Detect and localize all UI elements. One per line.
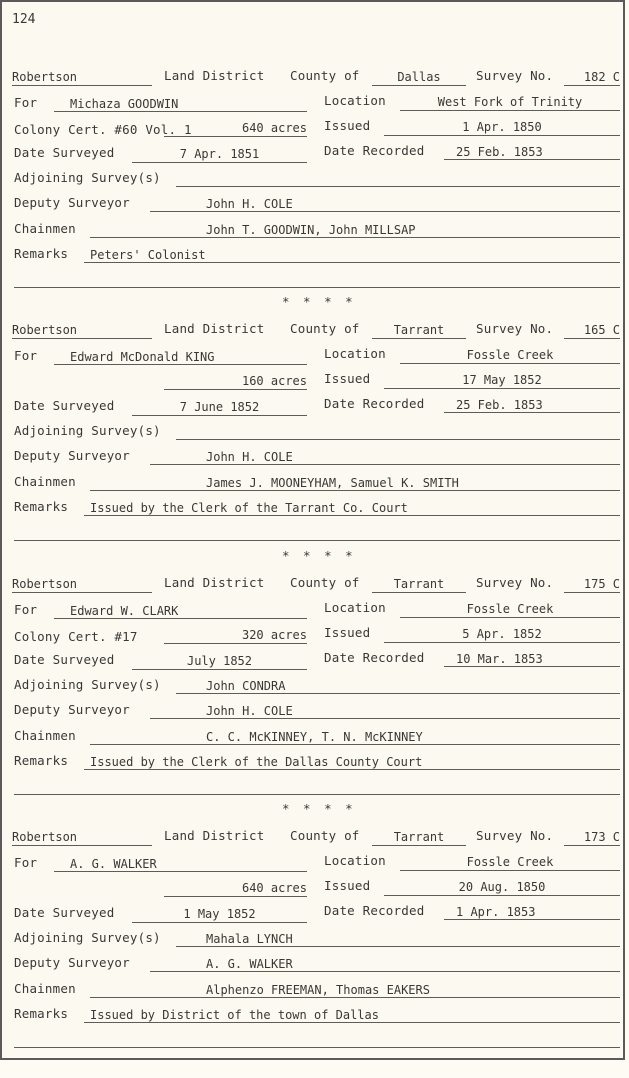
adjoining-value: John CONDRA — [176, 679, 620, 694]
date-recorded-value: 1 Apr. 1853 — [444, 905, 620, 920]
deputy-value: A. G. WALKER — [150, 957, 620, 972]
remarks-value: Issued by the Clerk of the Dallas County Court — [84, 755, 620, 770]
location-value: Fossle Creek — [400, 348, 620, 364]
chainmen-value: Alphenzo FREEMAN, Thomas EAKERS — [90, 983, 620, 998]
remarks-label: Remarks — [14, 753, 69, 768]
for-label: For — [14, 348, 38, 363]
issued-label: Issued — [324, 371, 371, 386]
chainmen-label: Chainmen — [14, 474, 76, 489]
date-recorded-value: 25 Feb. 1853 — [444, 398, 620, 413]
cert-label: Colony Cert. #17 — [14, 629, 138, 644]
survey-no-value: 175 C — [564, 577, 620, 593]
acres-value: 640 acres — [164, 121, 307, 137]
land-district-value: Robertson — [12, 830, 152, 846]
date-recorded-value: 25 Feb. 1853 — [444, 145, 620, 160]
survey-no-value: 165 C — [564, 323, 620, 339]
cert-label: Colony Cert. #60 Vol. 1 — [14, 122, 192, 137]
county-label: County of — [290, 68, 360, 83]
blank-line — [14, 779, 620, 795]
location-value: West Fork of Trinity — [400, 95, 620, 111]
for-value: A. G. WALKER — [54, 857, 307, 872]
date-surveyed-label: Date Surveyed — [14, 145, 115, 160]
survey-no-label: Survey No. — [476, 68, 554, 83]
remarks-label: Remarks — [14, 1006, 69, 1021]
adjoining-value: Mahala LYNCH — [176, 932, 620, 947]
issued-label: Issued — [324, 878, 371, 893]
land-district-label: Land District — [164, 68, 265, 83]
deputy-label: Deputy Surveyor — [14, 195, 130, 210]
issued-label: Issued — [324, 625, 371, 640]
date-surveyed-label: Date Surveyed — [14, 905, 115, 920]
land-district-label: Land District — [164, 321, 265, 336]
issued-value: 5 Apr. 1852 — [384, 627, 620, 643]
county-label: County of — [290, 321, 360, 336]
acres-value: 640 acres — [164, 881, 307, 897]
date-surveyed-value: 7 June 1852 — [132, 400, 307, 416]
adjoining-label: Adjoining Survey(s) — [14, 930, 161, 945]
chainmen-label: Chainmen — [14, 728, 76, 743]
adjoining-label: Adjoining Survey(s) — [14, 677, 161, 692]
survey-no-value: 182 C — [564, 70, 620, 86]
chainmen-value: James J. MOONEYHAM, Samuel K. SMITH — [90, 476, 620, 491]
county-value: Tarrant — [372, 323, 466, 339]
blank-line — [14, 525, 620, 541]
survey-no-label: Survey No. — [476, 828, 554, 843]
chainmen-value: John T. GOODWIN, John MILLSAP — [90, 223, 620, 238]
chainmen-label: Chainmen — [14, 981, 76, 996]
date-surveyed-value: 1 May 1852 — [132, 907, 307, 923]
acres-value: 160 acres — [164, 374, 307, 390]
date-recorded-label: Date Recorded — [324, 903, 425, 918]
date-surveyed-label: Date Surveyed — [14, 398, 115, 413]
for-value: Edward W. CLARK — [54, 604, 307, 619]
survey-record — [2, 68, 627, 318]
deputy-label: Deputy Surveyor — [14, 702, 130, 717]
for-label: For — [14, 855, 38, 870]
location-label: Location — [324, 600, 386, 615]
acres-value: 320 acres — [164, 628, 307, 644]
for-value: Edward McDonald KING — [54, 350, 307, 365]
deputy-value: John H. COLE — [150, 704, 620, 719]
page-number: 124 — [12, 12, 36, 27]
county-value: Dallas — [372, 70, 466, 86]
survey-no-label: Survey No. — [476, 321, 554, 336]
record-separator: * * * * — [282, 801, 356, 816]
remarks-value: Issued by the Clerk of the Tarrant Co. Court — [84, 501, 620, 516]
date-surveyed-value: July 1852 — [132, 654, 307, 670]
date-recorded-label: Date Recorded — [324, 650, 425, 665]
issued-label: Issued — [324, 118, 371, 133]
for-value: Michaza GOODWIN — [54, 97, 307, 112]
adjoining-label: Adjoining Survey(s) — [14, 423, 161, 438]
adjoining-value — [176, 172, 620, 187]
adjoining-label: Adjoining Survey(s) — [14, 170, 161, 185]
record-separator: * * * * — [282, 294, 356, 309]
deputy-label: Deputy Surveyor — [14, 448, 130, 463]
survey-record — [2, 575, 627, 825]
deputy-value: John H. COLE — [150, 197, 620, 212]
chainmen-value: C. C. McKINNEY, T. N. McKINNEY — [90, 730, 620, 745]
location-label: Location — [324, 93, 386, 108]
county-label: County of — [290, 575, 360, 590]
date-surveyed-label: Date Surveyed — [14, 652, 115, 667]
location-label: Location — [324, 346, 386, 361]
land-district-label: Land District — [164, 828, 265, 843]
land-district-value: Robertson — [12, 323, 152, 339]
county-value: Tarrant — [372, 577, 466, 593]
chainmen-label: Chainmen — [14, 221, 76, 236]
record-separator: * * * * — [282, 548, 356, 563]
blank-line — [14, 1032, 620, 1048]
survey-record — [2, 321, 627, 571]
date-recorded-label: Date Recorded — [324, 143, 425, 158]
survey-record — [2, 828, 627, 1078]
location-value: Fossle Creek — [400, 855, 620, 871]
date-recorded-value: 10 Mar. 1853 — [444, 652, 620, 667]
blank-line — [14, 272, 620, 288]
land-district-value: Robertson — [12, 577, 152, 593]
location-value: Fossle Creek — [400, 602, 620, 618]
deputy-label: Deputy Surveyor — [14, 955, 130, 970]
location-label: Location — [324, 853, 386, 868]
land-district-label: Land District — [164, 575, 265, 590]
county-label: County of — [290, 828, 360, 843]
land-district-value: Robertson — [12, 70, 152, 86]
remarks-label: Remarks — [14, 246, 69, 261]
date-surveyed-value: 7 Apr. 1851 — [132, 147, 307, 163]
for-label: For — [14, 95, 38, 110]
deputy-value: John H. COLE — [150, 450, 620, 465]
survey-no-label: Survey No. — [476, 575, 554, 590]
remarks-label: Remarks — [14, 499, 69, 514]
survey-no-value: 173 C — [564, 830, 620, 846]
issued-value: 17 May 1852 — [384, 373, 620, 389]
county-value: Tarrant — [372, 830, 466, 846]
issued-value: 20 Aug. 1850 — [384, 880, 620, 896]
adjoining-value — [176, 425, 620, 440]
remarks-value: Issued by District of the town of Dallas — [84, 1008, 620, 1023]
date-recorded-label: Date Recorded — [324, 396, 425, 411]
issued-value: 1 Apr. 1850 — [384, 120, 620, 136]
for-label: For — [14, 602, 38, 617]
remarks-value: Peters' Colonist — [84, 248, 620, 263]
